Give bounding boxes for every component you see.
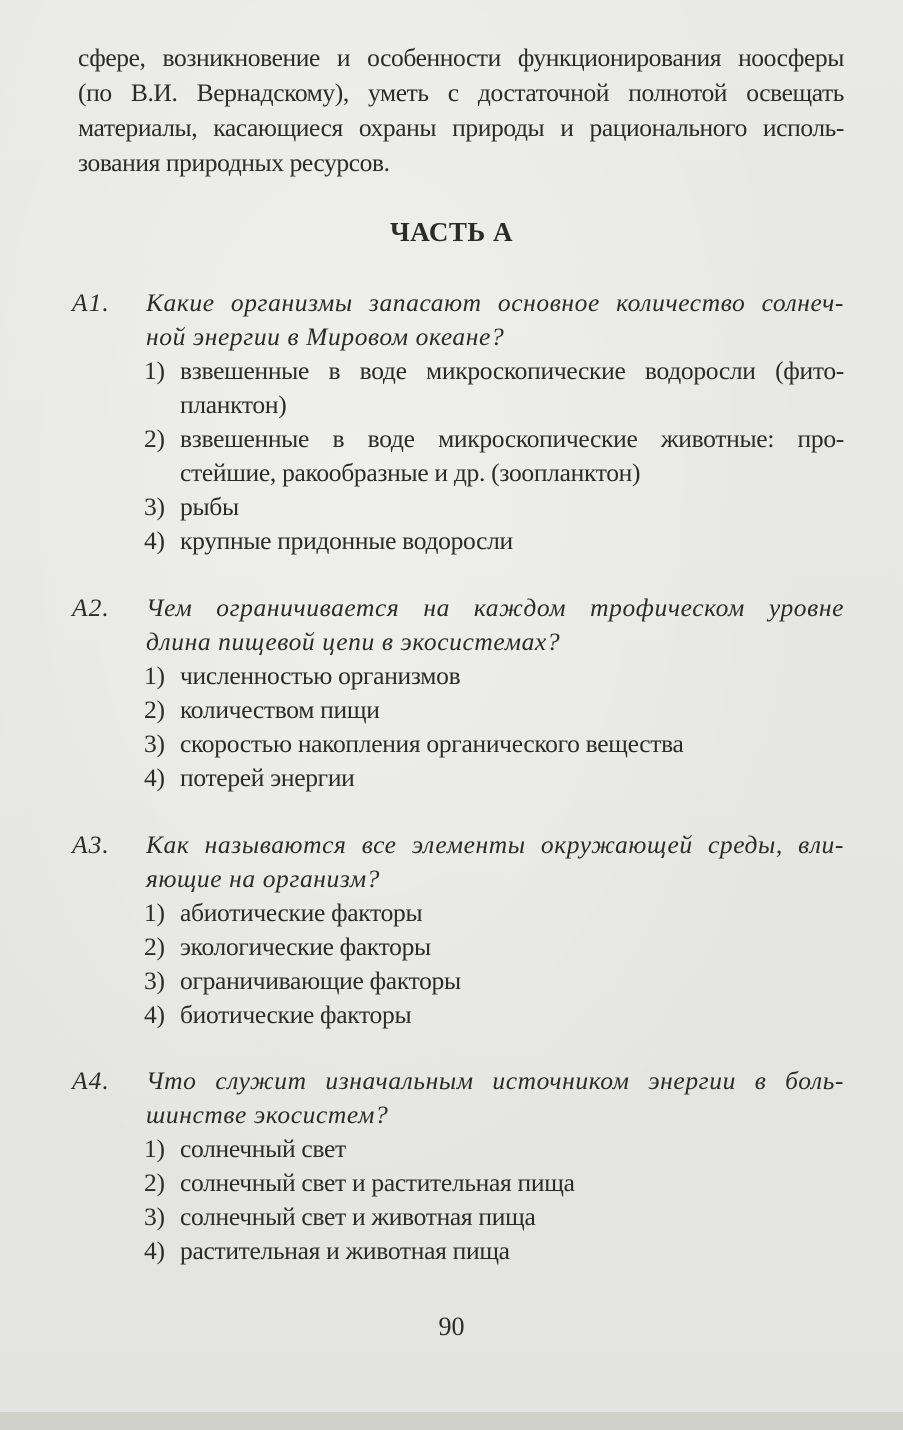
option-number: 1): [144, 356, 165, 385]
answer-option: [144, 761, 844, 795]
question-text: [146, 828, 844, 896]
option-number: 3): [144, 1202, 165, 1231]
answer-option: [144, 727, 844, 761]
answer-option: [144, 693, 844, 727]
question-text-line: шинстве экосистем?: [146, 1100, 389, 1129]
option-text-line: биотические факторы: [180, 1000, 412, 1029]
option-number: 4): [144, 526, 165, 555]
answer-option: [144, 1200, 844, 1234]
option-number: 2): [144, 1168, 165, 1197]
option-number: 3): [144, 966, 165, 995]
answer-option: [144, 659, 844, 693]
option-text-line: растительная и животная пища: [180, 1236, 510, 1265]
answer-option: [144, 422, 844, 490]
question-a3: [72, 828, 844, 1032]
answer-option: [144, 1234, 844, 1268]
option-number: 2): [144, 695, 165, 724]
question-text-line: Как называются все элементы окружающей среды, вли-: [146, 830, 844, 859]
question-text-line: Какие организмы запасают основное количество солнеч-: [146, 288, 844, 317]
answer-option: [144, 930, 844, 964]
option-number: 3): [144, 729, 165, 758]
question-text-line: Чем ограничивается на каждом трофическом уровне: [146, 593, 844, 622]
answer-option: [144, 524, 844, 558]
option-number: 4): [144, 1000, 165, 1029]
option-text-line: потерей энергии: [180, 763, 355, 792]
question-text-line: Что служит изначальным источником энергии в боль-: [146, 1066, 844, 1095]
option-text-line: солнечный свет и животная пища: [180, 1202, 536, 1231]
option-text-line: экологические факторы: [180, 932, 431, 961]
question-text-line: яющие на организм?: [146, 864, 381, 893]
option-text-line: взвешенные в воде микроскопические водоросли (фито-: [180, 356, 844, 385]
question-a1: [72, 286, 844, 558]
option-text-line: крупные придонные водоросли: [180, 526, 513, 555]
answer-option: [144, 896, 844, 930]
option-text-line: скоростью накопления органического вещества: [180, 729, 684, 758]
question-a2: [72, 591, 844, 795]
option-number: 3): [144, 492, 165, 521]
answer-options: [144, 896, 844, 1032]
answer-option: [144, 964, 844, 998]
page-number: 90: [438, 1312, 465, 1341]
option-number: 4): [144, 763, 165, 792]
option-text-line: взвешенные в воде микроскопические животные: про-: [180, 424, 844, 453]
option-number: 1): [144, 1134, 165, 1163]
question-number: А2.: [72, 593, 110, 622]
option-number: 2): [144, 424, 165, 453]
option-number: 4): [144, 1236, 165, 1265]
answer-options: [144, 354, 844, 558]
question-text: [146, 286, 844, 354]
answer-options: [144, 659, 844, 795]
intro-line: зования природных ресурсов.: [78, 148, 390, 177]
answer-option: [144, 1132, 844, 1166]
option-number: 2): [144, 932, 165, 961]
option-text-line: численностью организмов: [180, 661, 461, 690]
answer-option: [144, 354, 844, 422]
answer-option: [144, 490, 844, 524]
answer-option: [144, 1166, 844, 1200]
option-text-line: солнечный свет: [180, 1134, 346, 1163]
option-text-line: солнечный свет и растительная пища: [180, 1168, 575, 1197]
option-number: 1): [144, 898, 165, 927]
question-text-line: длина пищевой цепи в экосистемах?: [146, 627, 561, 656]
question-number: А3.: [72, 830, 110, 859]
question-text: [146, 1064, 844, 1132]
question-text: [146, 591, 844, 659]
intro-line: сфере, возникновение и особенности функционирования ноосферы: [78, 43, 844, 72]
option-text-line: рыбы: [180, 492, 239, 521]
intro-line: (по В.И. Вернадскому), уметь с достаточной полнотой освещать: [78, 78, 844, 107]
option-text-line: ограничивающие факторы: [180, 966, 461, 995]
option-number: 1): [144, 661, 165, 690]
option-text-line: абиотические факторы: [180, 898, 423, 927]
section-title: ЧАСТЬ А: [389, 217, 514, 247]
intro-line: материалы, касающиеся охраны природы и рационального исполь-: [78, 113, 844, 142]
question-number: А4.: [72, 1066, 110, 1095]
option-text-line: количеством пищи: [180, 695, 380, 724]
intro-paragraph: [78, 40, 844, 180]
option-text-line: планктон): [180, 390, 287, 419]
scan-edge: [0, 1412, 903, 1430]
answer-option: [144, 998, 844, 1032]
question-a4: [72, 1064, 844, 1268]
question-number: А1.: [72, 288, 110, 317]
answer-options: [144, 1132, 844, 1268]
option-text-line: стейшие, ракообразные и др. (зоопланктон): [180, 458, 641, 487]
question-text-line: ной энергии в Мировом океане?: [146, 322, 505, 351]
